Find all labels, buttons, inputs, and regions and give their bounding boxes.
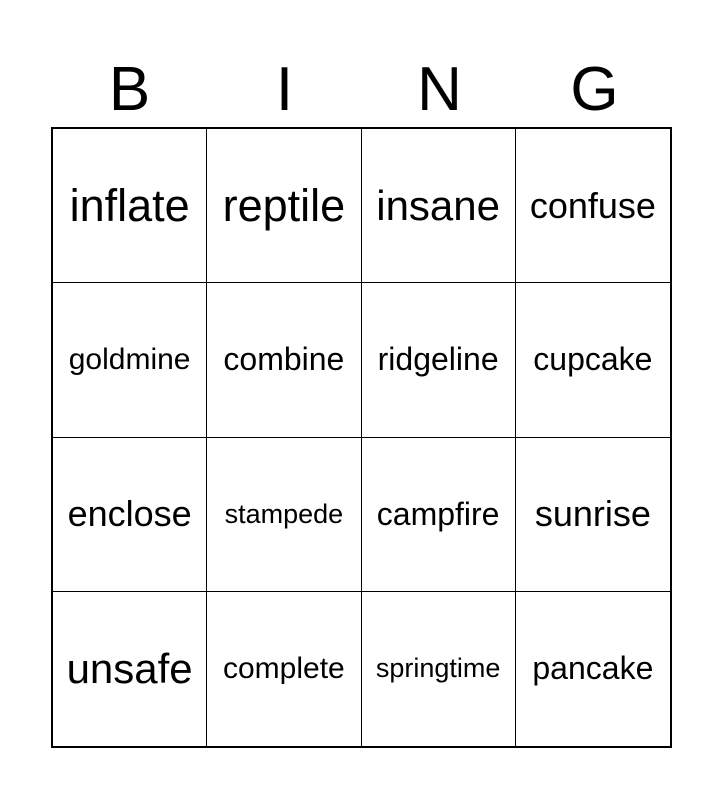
bingo-cell[interactable]: complete (207, 592, 361, 746)
bingo-cell[interactable]: cupcake (516, 283, 670, 437)
header-letter-i: I (275, 55, 294, 124)
bingo-header (52, 52, 672, 128)
header-letter-g: G (570, 55, 619, 124)
bingo-cell[interactable]: sunrise (516, 438, 670, 592)
bingo-cell[interactable]: springtime (362, 592, 516, 746)
bingo-cell[interactable]: insane (362, 129, 516, 283)
header-letter-b: B (108, 55, 151, 124)
bingo-cell[interactable]: pancake (532, 650, 654, 687)
bingo-cell[interactable]: inflate (53, 129, 207, 283)
bingo-cell[interactable]: confuse (516, 129, 670, 283)
bingo-cell[interactable]: stampede (207, 438, 361, 592)
bingo-cell[interactable]: goldmine (53, 283, 207, 437)
bingo-board (51, 127, 672, 748)
bingo-cell[interactable]: enclose (53, 438, 207, 592)
bingo-cell[interactable]: campfire (362, 438, 516, 592)
bingo-cell[interactable]: reptile (207, 129, 361, 283)
bingo-cell[interactable]: combine (207, 283, 361, 437)
bingo-cell[interactable]: unsafe (53, 592, 207, 746)
header-letter-n: N (417, 55, 462, 124)
bingo-cell[interactable]: ridgeline (362, 283, 516, 437)
